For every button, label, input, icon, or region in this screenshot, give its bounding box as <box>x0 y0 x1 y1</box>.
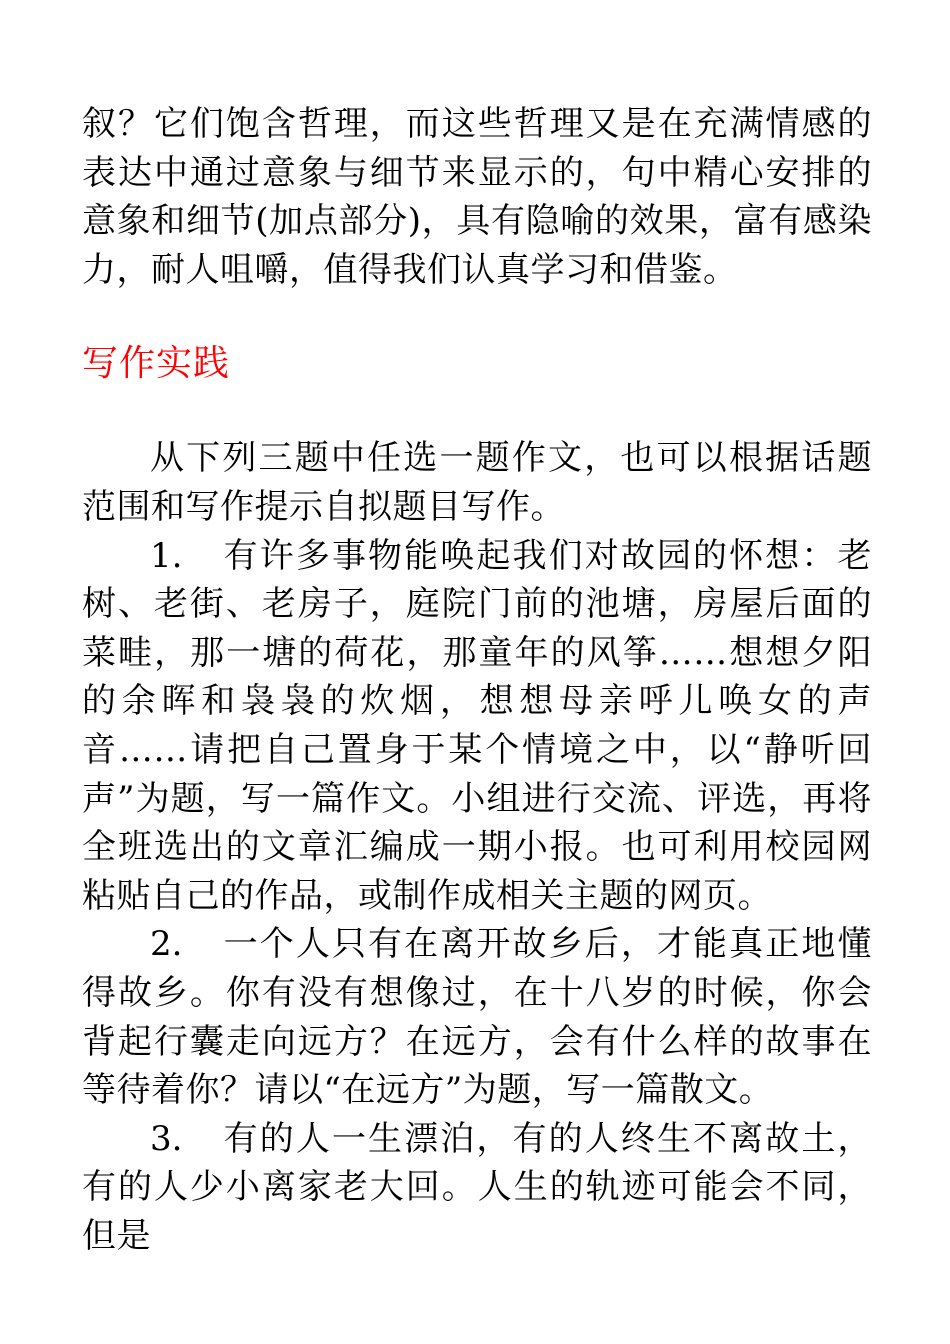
intro-paragraph: 叙？它们饱含哲理，而这些哲理又是在充满情感的表达中通过意象与细节来显示的，句中精心安排的意象和细节(加点部分)，具有隐喻的效果，富有感染力，耐人咀嚼，值得我们认真学习和借鉴。 <box>82 104 872 290</box>
prompt-item-1 <box>82 532 872 921</box>
section-heading: 写作实践 <box>82 343 231 385</box>
prompt-text: 有许多事物能唤起我们对故园的怀想：老树、老街、老房子，庭院门前的池塘，房屋后面的菜畦，那一塘的荷花，那童年的风筝……想想夕阳的余晖和袅袅的炊烟，想想母亲呼儿唤女的声音……请把自己置身于某个情境之中，以“静听回声”为题，写一篇作文。小组进行交流、评选，再将全班选出的文章汇编成一期小报。也可利用校园网粘贴自己的作品，或制作成相关主题的网页。 <box>82 535 872 916</box>
prompt-number: 3. <box>150 1118 183 1159</box>
prompt-number: 2. <box>150 924 183 965</box>
prompt-item-2 <box>82 920 872 1114</box>
prompt-number: 1. <box>150 535 183 576</box>
prompt-text: 有的人一生漂泊，有的人终生不离故土，有的人少小离家老大回。人生的轨迹可能会不同，但是 <box>82 1118 872 1256</box>
prompt-text: 一个人只有在离开故乡后，才能真正地懂得故乡。你有没有想像过，在十八岁的时候，你会背起行囊走向远方？在远方，会有什么样的故事在等待着你？请以“在远方”为题，写一篇散文。 <box>82 924 872 1111</box>
prompt-item-3 <box>82 1115 872 1261</box>
instruction-paragraph: 从下列三题中任选一题作文，也可以根据话题范围和写作提示自拟题目写作。 <box>82 438 872 527</box>
document-page <box>82 100 872 1260</box>
